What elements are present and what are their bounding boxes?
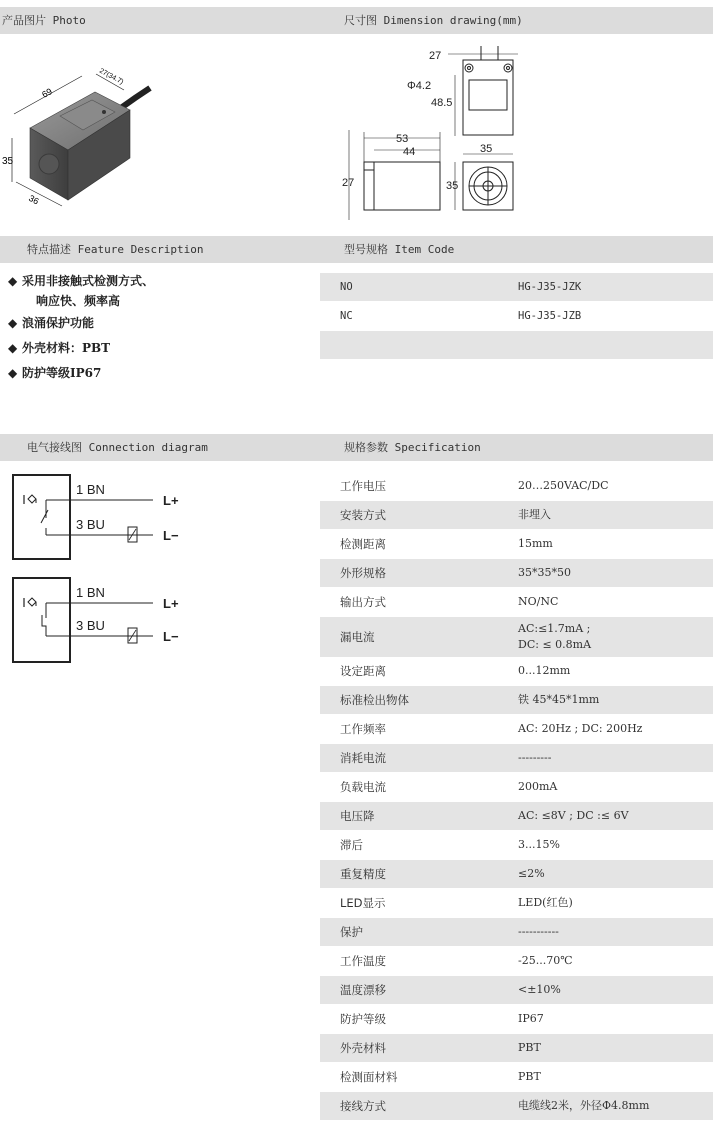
spec-label: 输出方式 (340, 595, 386, 609)
spec-label: 外壳材料 (340, 1041, 386, 1055)
spec-value: HG-J35-JZK (518, 281, 582, 293)
spec-value: 铁 45*45*1mm (518, 693, 600, 706)
spec-label: NO (340, 281, 353, 293)
spec-label: 温度漂移 (340, 983, 386, 997)
spec-value: ≤2% (518, 867, 545, 880)
spec-value: AC: ≤8V ; DC :≤ 6V (518, 809, 629, 822)
spec-row (320, 831, 713, 859)
feature-item: ◆ 防护等级IP67 (8, 366, 102, 380)
spec-value: -25...70℃ (518, 954, 573, 967)
spec-value: ----------- (518, 925, 559, 938)
spec-row (320, 686, 713, 714)
spec-value: 0...12mm (518, 664, 571, 677)
spec-row (320, 617, 713, 657)
spec-label: 滞后 (340, 838, 363, 852)
photo-cable-label: 27(34.7) (98, 67, 125, 87)
dimension-header (320, 7, 713, 34)
spec-row (320, 976, 713, 1004)
item-code-row (320, 273, 713, 301)
spec-label: 漏电流 (340, 630, 375, 644)
spec-label: 外形规格 (340, 566, 386, 580)
feature-item: ◆ 采用非接触式检测方式、 (8, 274, 155, 288)
spec-value: AC:≤1.7mA ; (518, 622, 591, 635)
spec-row (320, 559, 713, 587)
spec-row (320, 588, 713, 616)
spec-value: 15mm (518, 537, 553, 550)
spec-header (320, 434, 713, 461)
wire2-label-1: 3 BU (76, 517, 105, 532)
diamond-icon: ◆ (8, 274, 18, 288)
feature-item: ◆ 外壳材料：PBT (8, 341, 111, 355)
spec-label: 安装方式 (340, 508, 386, 522)
dim-front-width: 35 (480, 143, 493, 155)
item-code-row (320, 302, 713, 330)
spec-value: LED(红色) (518, 896, 573, 909)
plus-label-1: L+ (163, 493, 179, 508)
spec-label: 检测面材料 (340, 1070, 398, 1084)
feature-header-label: 特点描述 Feature Description (27, 243, 204, 256)
dimension-drawing (330, 40, 530, 225)
photo-header-label: 产品图片 Photo (2, 14, 86, 27)
spec-header-label: 规格参数 Specification (344, 441, 481, 454)
product-photo (0, 40, 175, 210)
spec-value: <±10% (518, 983, 561, 996)
minus-label-2: L− (163, 629, 179, 644)
spec-label: 重复精度 (340, 867, 386, 881)
dim-hole: Φ4.2 (407, 80, 432, 92)
spec-value: AC: 20Hz ; DC: 200Hz (518, 722, 643, 735)
spec-value: PBT (518, 1041, 541, 1054)
spec-value: NO/NC (518, 595, 559, 608)
spec-value: --------- (518, 751, 552, 764)
photo-length-label: 69 (40, 86, 54, 100)
photo-height-label: 35 (2, 156, 14, 167)
diamond-icon: ◆ (8, 366, 18, 380)
connection-header (0, 434, 320, 461)
photo-header (0, 7, 320, 34)
dimension-header-label: 尺寸图 Dimension drawing(mm) (344, 14, 523, 27)
spec-row (320, 501, 713, 529)
spec-row (320, 918, 713, 946)
spec-value: 电缆线2米，外径Φ4.8mm (518, 1099, 650, 1112)
spec-row (320, 1034, 713, 1062)
dim-side-height-left: 27 (342, 177, 355, 189)
spec-row (320, 1092, 713, 1120)
photo-depth-label: 36 (27, 192, 41, 207)
spec-label: 防护等级 (340, 1012, 386, 1026)
feature-header (0, 236, 320, 263)
wire2-label-2: 3 BU (76, 618, 105, 633)
spec-label: NC (340, 310, 353, 322)
wire1-label-2: 1 BN (76, 585, 105, 600)
dim-top-width: 27 (429, 50, 442, 62)
minus-label-1: L− (163, 528, 179, 543)
spec-label: 电压降 (340, 809, 375, 823)
spec-row (320, 802, 713, 830)
item-code-row (320, 331, 713, 359)
plus-label-2: L+ (163, 596, 179, 611)
spec-row (320, 889, 713, 917)
dim-side-total: 53 (396, 133, 409, 145)
spec-value: HG-J35-JZB (518, 310, 582, 322)
feature-item: 响应快、频率高 (36, 294, 121, 308)
spec-label: 保护 (340, 925, 363, 939)
spec-value: 200mA (518, 780, 558, 793)
spec-label: 检测距离 (340, 537, 386, 551)
spec-label: 接线方式 (340, 1099, 386, 1113)
spec-row (320, 715, 713, 743)
spec-label: 标准检出物体 (340, 693, 409, 707)
dim-side-body: 44 (403, 146, 416, 158)
spec-label: 工作温度 (340, 954, 386, 968)
spec-label: 工作电压 (340, 479, 386, 493)
diamond-icon: ◆ (8, 316, 18, 330)
spec-label: LED显示 (340, 896, 386, 910)
spec-value: 非埋入 (518, 508, 551, 521)
spec-row (320, 472, 713, 500)
spec-row (320, 947, 713, 975)
dim-top-height: 48.5 (431, 97, 453, 109)
spec-value: IP67 (518, 1012, 544, 1025)
wire1-label-1: 1 BN (76, 482, 105, 497)
spec-label: 负载电流 (340, 780, 386, 794)
spec-row (320, 530, 713, 558)
spec-row (320, 1005, 713, 1033)
spec-value: PBT (518, 1070, 541, 1083)
spec-label: 设定距离 (340, 664, 386, 678)
spec-value: DC: ≤ 0.8mA (518, 638, 592, 651)
spec-row (320, 860, 713, 888)
item-code-header (320, 236, 713, 263)
spec-row (320, 1063, 713, 1091)
diamond-icon: ◆ (8, 341, 18, 355)
spec-row (320, 657, 713, 685)
spec-label: 消耗电流 (340, 751, 386, 765)
feature-item: ◆ 浪涌保护功能 (8, 316, 95, 330)
spec-value: 35*35*50 (518, 566, 571, 579)
spec-value: 20…250VAC/DC (518, 479, 609, 492)
item-code-header-label: 型号规格 Item Code (344, 243, 455, 256)
spec-row (320, 744, 713, 772)
dim-side-height: 35 (446, 180, 459, 192)
connection-header-label: 电气接线图 Connection diagram (27, 441, 208, 454)
spec-label: 工作频率 (340, 722, 386, 736)
spec-value: 3...15% (518, 838, 560, 851)
spec-row (320, 773, 713, 801)
connection-diagram (8, 470, 198, 670)
